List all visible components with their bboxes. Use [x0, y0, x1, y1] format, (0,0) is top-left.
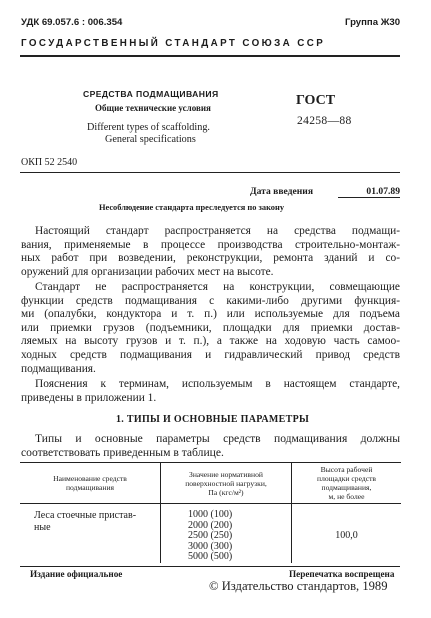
- text-line: функции средств подмащивания с какими-либо другими функция-: [21, 294, 400, 307]
- cell-loads: 1000 (100) 2000 (200) 2500 (250) 3000 (300) 5000 (500): [161, 504, 292, 563]
- udk-code: УДК 69.057.6 : 006.354: [21, 17, 123, 28]
- document-title: СРЕДСТВА ПОДМАЩИВАНИЯ: [83, 89, 219, 99]
- header-rule: [20, 55, 400, 57]
- document-subtitle: Общие технические условия: [95, 103, 211, 113]
- section-heading: 1. ТИПЫ И ОСНОВНЫЕ ПАРАМЕТРЫ: [116, 414, 310, 425]
- reprint-prohibited: Перепечатка воспрещена: [289, 569, 395, 579]
- cell-height: 100,0: [335, 530, 358, 541]
- section-text: [21, 432, 400, 459]
- table-row: [20, 504, 401, 563]
- text-line: Настоящий стандарт распространяется на средства подмащи-: [35, 225, 400, 237]
- okp-code: ОКП 52 2540: [21, 157, 78, 168]
- text-line: Пояснения к терминам, используемым в настоящем стандарте,: [35, 378, 400, 390]
- law-warning: Несоблюдение стандарта преследуется по закону: [99, 203, 285, 212]
- standard-banner: ГОСУДАРСТВЕННЫЙ СТАНДАРТ СОЮЗА ССР: [21, 38, 326, 49]
- text-line: вания, применяемые в процессе производства строительно-монтаж-: [21, 238, 400, 251]
- gost-number: 24258—88: [297, 114, 352, 127]
- footer-rule: [20, 566, 400, 567]
- title-rule: [20, 172, 400, 173]
- english-title-line-1: Different types of scaffolding.: [87, 122, 210, 133]
- text-line: ных работ при возведении, реконструкции, ремонта зданий и со-: [21, 252, 400, 265]
- gost-label: ГОСТ: [296, 93, 336, 108]
- table-header-name: Наименование средств подмащивания: [20, 463, 161, 504]
- table-header-load: Значение нормативной поверхностной нагрузки, Па (кгс/м²): [161, 463, 292, 504]
- official-edition: Издание официальное: [30, 569, 123, 579]
- intro-date-label: Дата введения: [250, 186, 314, 197]
- text-line: приведены в приложении 1.: [21, 391, 157, 404]
- paragraph-scope: [21, 225, 400, 279]
- parameters-table: [20, 462, 401, 563]
- cell-type-name: Леса стоечные пристав- ные: [20, 504, 161, 563]
- text-line: ходных средств подмащивания и гидравлический привод средств: [21, 348, 400, 361]
- intro-date-value: 01.07.89: [338, 186, 400, 198]
- table-header-height: Высота рабочей площадки средств подмащивания, м, не более: [317, 465, 376, 501]
- copyright: © Издательство стандартов, 1989: [209, 579, 388, 593]
- group-code: Группа Ж30: [345, 17, 401, 28]
- text-line: подмащивания.: [21, 362, 96, 375]
- text-line: ляемых на высоту грузов и т. п.), а также на ходовую часть самоо-: [21, 335, 400, 348]
- text-line: Стандарт не распространяется на конструкции, совмещающие: [35, 281, 400, 293]
- english-title-line-2: General specifications: [105, 134, 196, 145]
- text-line: Типы и основные параметры средств подмащивания должны: [35, 432, 400, 445]
- paragraph-terms: [21, 378, 400, 405]
- text-line: или приемки грузов (подъемники, площадки для приемки достав-: [21, 321, 400, 334]
- text-line: соответствовать приведенным в таблице.: [21, 445, 224, 459]
- text-line: оружений для организации рабочих мест на высоте.: [21, 265, 274, 278]
- text-line: ми (опалубки, кондуктора и т. п.) или используемые для подъема: [21, 308, 400, 321]
- paragraph-exclusions: [21, 281, 400, 376]
